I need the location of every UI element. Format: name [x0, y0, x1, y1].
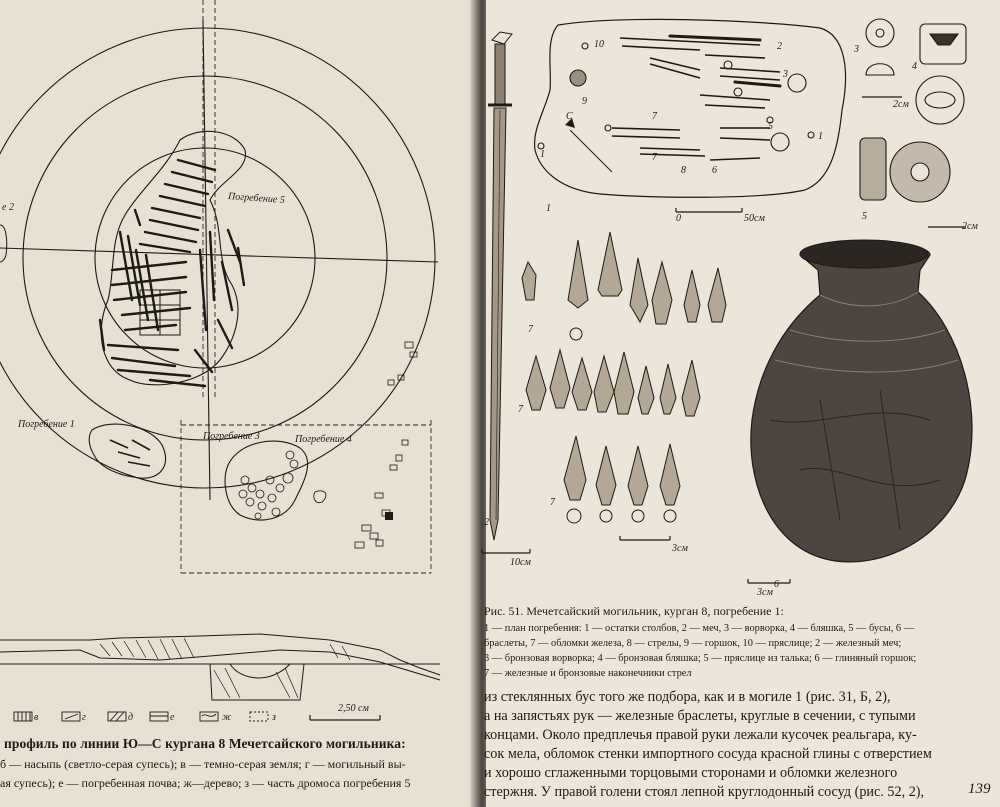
legend-letter-z: з	[272, 712, 276, 723]
burial-5-label: Погребение 5	[227, 191, 286, 206]
scale-3cm-b: 3см	[757, 587, 773, 598]
object-label-4: 4	[912, 61, 917, 72]
left-caption-title: профиль по линии Ю—С кургана 8 Мечетсайского могильника:	[4, 736, 406, 751]
body-text-line-3: концами. Около предплечья правой руки лежали кусочек реальгара, ку-	[484, 727, 917, 743]
plan-scale-zero: 0	[676, 213, 681, 224]
body-text-line-4: сок мела, обломок стенки импортного сосуда красной глины с отверстием	[484, 746, 932, 762]
sword-drawing	[488, 32, 512, 540]
object-label-6: 6	[774, 579, 779, 590]
figure-caption-line-4: 7 — железные и бронзовые наконечники стрел	[484, 668, 692, 679]
plan-label-9: 9	[582, 96, 587, 107]
arrowheads-row-3	[564, 436, 680, 505]
figure-caption-title: Рис. 51. Мечетсайский могильник, курган 8, погребение 1:	[484, 604, 784, 618]
profile-scale-label: 2,50 см	[338, 703, 369, 714]
legend-letter-zh: ж	[222, 712, 232, 723]
clay-pot-drawing	[751, 240, 972, 562]
figure-caption-line-3: 3 — бронзовая ворворка; 4 — бронзовая бляшка; 5 — пряслице из талька; 6 — глиняный горшок;	[484, 653, 917, 664]
burial-2-label: е 2	[2, 202, 14, 213]
body-text-line-5: и хорошо сглаженными торцовыми сторонами и обломки железного	[484, 765, 898, 781]
object-label-5: 5	[862, 211, 867, 222]
legend-letter-e: е	[170, 712, 175, 723]
plan-label-1a: 1	[540, 149, 545, 160]
plan-label-10: 10	[594, 39, 604, 50]
object-label-3: 3	[854, 44, 859, 55]
burial-3-label: Погребение 3	[203, 431, 260, 442]
scale-2cm-a: 2см	[893, 99, 909, 110]
plan-label-7b: 7	[652, 152, 657, 163]
plan-label-5: 5	[768, 121, 773, 132]
body-text-line-2: а на запястьях рук — железные браслеты, круглые в сечении, с тупыми	[484, 708, 916, 724]
body-text-line-1: из стеклянных бус того же подбора, как и в могиле 1 (рис. 31, Б, 2),	[484, 689, 891, 705]
plan-label-7a: 7	[652, 111, 657, 122]
plan-label-3: 3	[783, 69, 788, 80]
body-text-line-6: стержня. У правой голени стоял лепной круглодонный сосуд (рис. 52, 2),	[484, 784, 925, 800]
object-label-7b: 7	[518, 404, 523, 415]
left-caption-line-1: б — насыпь (светло-серая супесь); в — темно-серая земля; г — могильный вы-	[0, 757, 406, 771]
burial-1-label: Погребение 1	[18, 419, 75, 430]
object-label-7c: 7	[550, 497, 555, 508]
object-label-7a: 7	[528, 324, 533, 335]
legend-letter-g: г	[82, 712, 86, 723]
figure-caption-line-1: 1 — план погребения: 1 — остатки столбов, 2 — меч, 3 — ворворка, 4 — бляшка, 5 — бусы, 6 —	[484, 623, 915, 634]
left-caption-line-2: ая супесь); е — погребенная почва; ж—дерево; з — часть дромоса погребения 5	[0, 776, 411, 790]
burial-4-label: Погребение 4	[295, 434, 352, 445]
plan-scale-50: 50см	[744, 213, 765, 224]
plan-figure-number: 1	[546, 203, 551, 214]
scale-10cm: 10см	[510, 557, 531, 568]
legend-letter-v: в	[34, 712, 39, 723]
object-label-2: 2	[484, 517, 489, 528]
page-number: 139	[968, 781, 991, 797]
scale-3cm-a: 3см	[672, 543, 688, 554]
plan-label-1b: 1	[818, 131, 823, 142]
plan-label-2: 2	[777, 41, 782, 52]
arrowheads-row-1	[522, 232, 726, 324]
arrowheads-row-2	[526, 350, 700, 416]
plan-label-8: 8	[681, 165, 686, 176]
plan-label-6: 6	[712, 165, 717, 176]
scale-2cm-b: 2см	[962, 221, 978, 232]
figure-caption-line-2: браслеты, 7 — обломки железа, 8 — стрелы, 9 — горшок, 10 — пряслице; 2 — железный меч;	[484, 638, 902, 649]
north-label: С	[566, 111, 573, 122]
legend-letter-d: д	[128, 712, 134, 723]
